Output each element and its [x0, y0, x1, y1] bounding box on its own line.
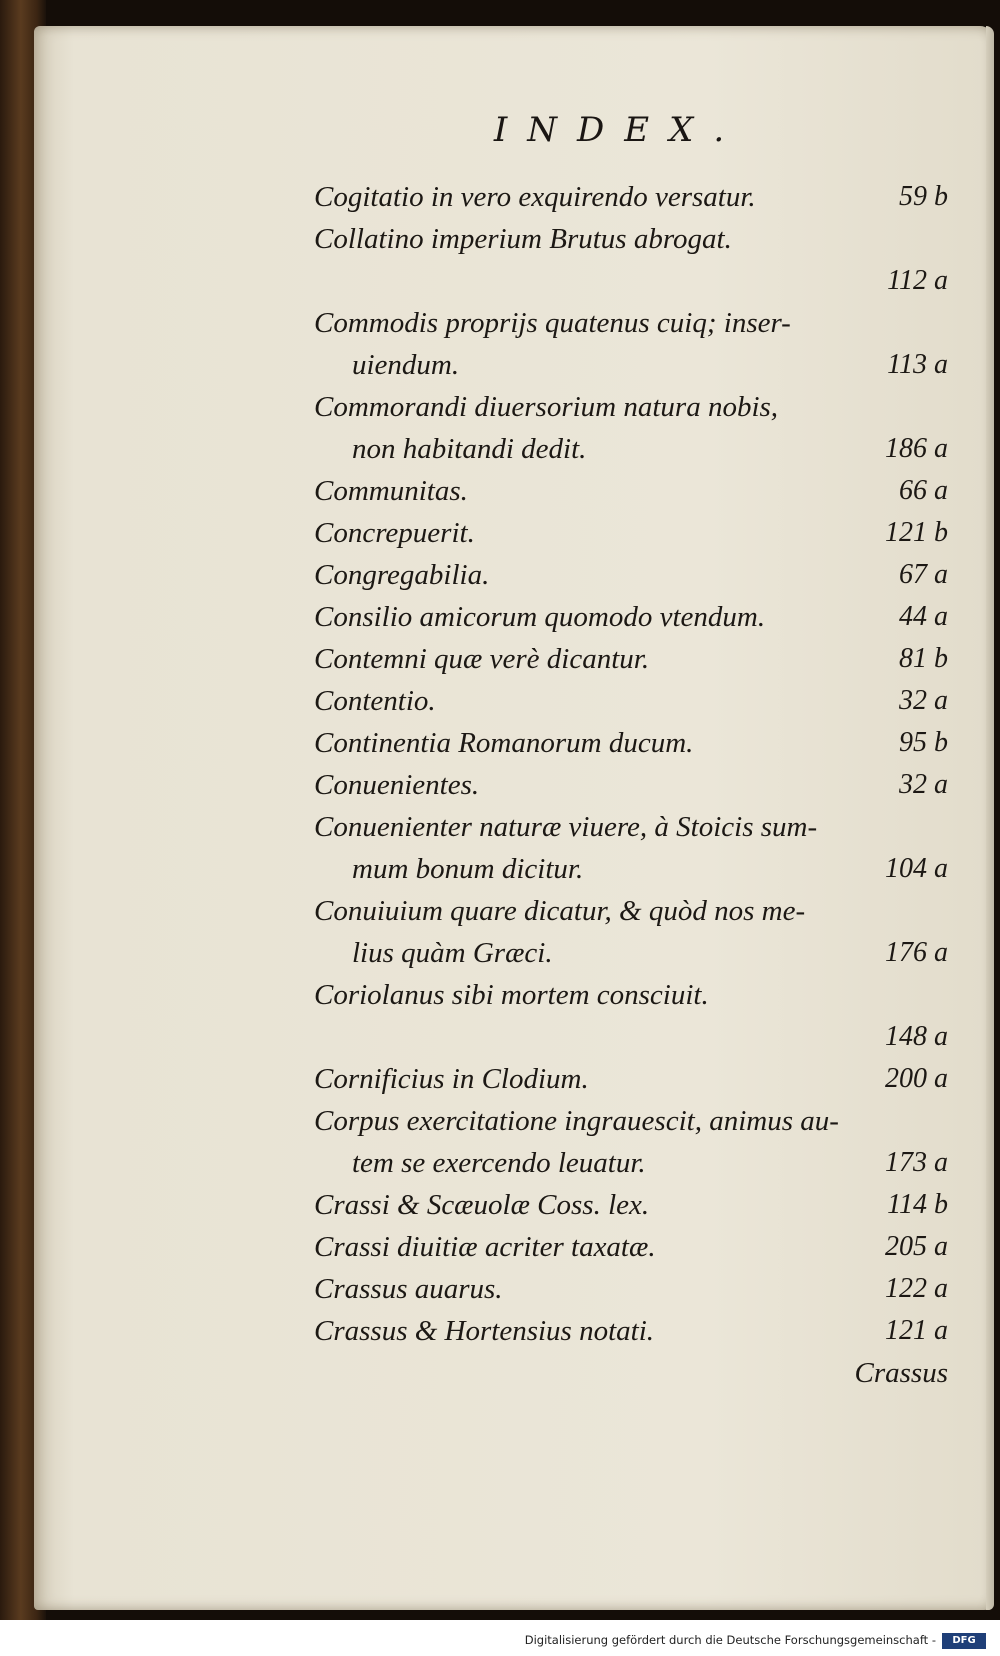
dfg-logo: DFG	[942, 1633, 986, 1649]
index-entry-text: Corpus exercitatione ingrauescit, animus au-	[314, 1105, 839, 1137]
index-entry-line	[314, 260, 948, 302]
index-entry-ref: 81 b	[899, 643, 948, 674]
index-entry-line	[314, 848, 948, 890]
book-page	[34, 26, 994, 1610]
index-entry-ref: 173 a	[885, 1147, 948, 1178]
index-entry-ref: 95 b	[899, 727, 948, 758]
index-entry-line	[314, 1184, 948, 1226]
index-entry-line	[314, 1016, 948, 1058]
index-entry-line	[314, 722, 948, 764]
index-entry-line	[314, 1100, 948, 1142]
index-entries	[314, 176, 948, 1394]
index-entry-text: Commodis proprijs quatenus cuiq; inser-	[314, 307, 791, 339]
index-entry-text: non habitandi dedit.	[352, 433, 587, 465]
index-entry-ref: 104 a	[885, 853, 948, 884]
index-entry-ref: 59 b	[899, 181, 948, 212]
index-entry-line	[314, 1310, 948, 1352]
index-entry-text: Conuenientes.	[314, 769, 480, 801]
index-entry-ref: 186 a	[885, 433, 948, 464]
catchword-line	[314, 1352, 948, 1394]
index-entry-line	[314, 1268, 948, 1310]
index-entry-line	[314, 932, 948, 974]
index-entry-ref: 32 a	[899, 685, 948, 716]
index-entry-line	[314, 764, 948, 806]
index-entry-text: mum bonum dicitur.	[352, 853, 584, 885]
index-entry-line	[314, 344, 948, 386]
page-fore-edge	[986, 26, 994, 1610]
index-entry-ref: 176 a	[885, 937, 948, 968]
index-entry-line	[314, 386, 948, 428]
index-entry-line	[314, 470, 948, 512]
index-entry-text: Crassi diuitiæ acriter taxatæ.	[314, 1231, 656, 1263]
index-entry-text: uiendum.	[352, 349, 460, 381]
index-entry-line	[314, 218, 948, 260]
index-entry-text: Contemni quæ verè dicantur.	[314, 643, 650, 675]
index-entry-line	[314, 176, 948, 218]
index-entry-line	[314, 638, 948, 680]
index-entry-ref: 44 a	[899, 601, 948, 632]
index-entry-text: Communitas.	[314, 475, 468, 507]
index-entry-ref: 112 a	[887, 265, 948, 296]
funding-credit: Digitalisierung gefördert durch die Deutsche Forschungsgemeinschaft -	[524, 1633, 936, 1647]
index-entry-text: lius quàm Græci.	[352, 937, 553, 969]
index-entry-line	[314, 512, 948, 554]
catchword: Crassus	[854, 1357, 948, 1389]
index-entry-text: Congregabilia.	[314, 559, 490, 591]
index-entry-text: Cogitatio in vero exquirendo versatur.	[314, 181, 756, 213]
index-entry-text: Crassus auarus.	[314, 1273, 503, 1305]
index-entry-text: Conuenienter naturæ viuere, à Stoicis sum-	[314, 811, 818, 843]
index-entry-text: Commorandi diuersorium natura nobis,	[314, 391, 779, 423]
index-entry-ref: 113 a	[887, 349, 948, 380]
index-entry-text: Cornificius in Clodium.	[314, 1063, 589, 1095]
index-entry-text: Concrepuerit.	[314, 517, 475, 549]
index-entry-text: Contentio.	[314, 685, 436, 717]
index-entry-line	[314, 1058, 948, 1100]
index-entry-text: Continentia Romanorum ducum.	[314, 727, 694, 759]
index-entry-ref: 148 a	[885, 1021, 948, 1052]
index-entry-line	[314, 1226, 948, 1268]
index-entry-ref: 32 a	[899, 769, 948, 800]
index-entry-text: Consilio amicorum quomodo vtendum.	[314, 601, 766, 633]
index-entry-text: tem se exercendo leuatur.	[352, 1147, 646, 1179]
index-entry-ref: 66 a	[899, 475, 948, 506]
index-entry-ref: 121 a	[885, 1315, 948, 1346]
index-entry-line	[314, 806, 948, 848]
index-entry-ref: 114 b	[887, 1189, 948, 1220]
index-entry-ref: 121 b	[885, 517, 948, 548]
index-entry-text: Crassi & Scæuolæ Coss. lex.	[314, 1189, 650, 1221]
index-entry-line	[314, 596, 948, 638]
index-entry-line	[314, 302, 948, 344]
index-entry-ref: 122 a	[885, 1273, 948, 1304]
index-entry-text: Coriolanus sibi mortem consciuit.	[314, 979, 709, 1011]
index-entry-line	[314, 890, 948, 932]
page-header: INDEX.	[493, 110, 745, 150]
index-entry-line	[314, 1142, 948, 1184]
index-entry-ref: 205 a	[885, 1231, 948, 1262]
index-entry-ref: 200 a	[885, 1063, 948, 1094]
index-entry-ref: 67 a	[899, 559, 948, 590]
index-entry-line	[314, 680, 948, 722]
index-entry-line	[314, 428, 948, 470]
index-entry-text: Collatino imperium Brutus abrogat.	[314, 223, 732, 255]
index-entry-text: Conuiuium quare dicatur, & quòd nos me-	[314, 895, 806, 927]
index-entry-line	[314, 554, 948, 596]
index-entry-text: Crassus & Hortensius notati.	[314, 1315, 654, 1347]
index-entry-line	[314, 974, 948, 1016]
digitization-footer	[0, 1620, 1000, 1656]
